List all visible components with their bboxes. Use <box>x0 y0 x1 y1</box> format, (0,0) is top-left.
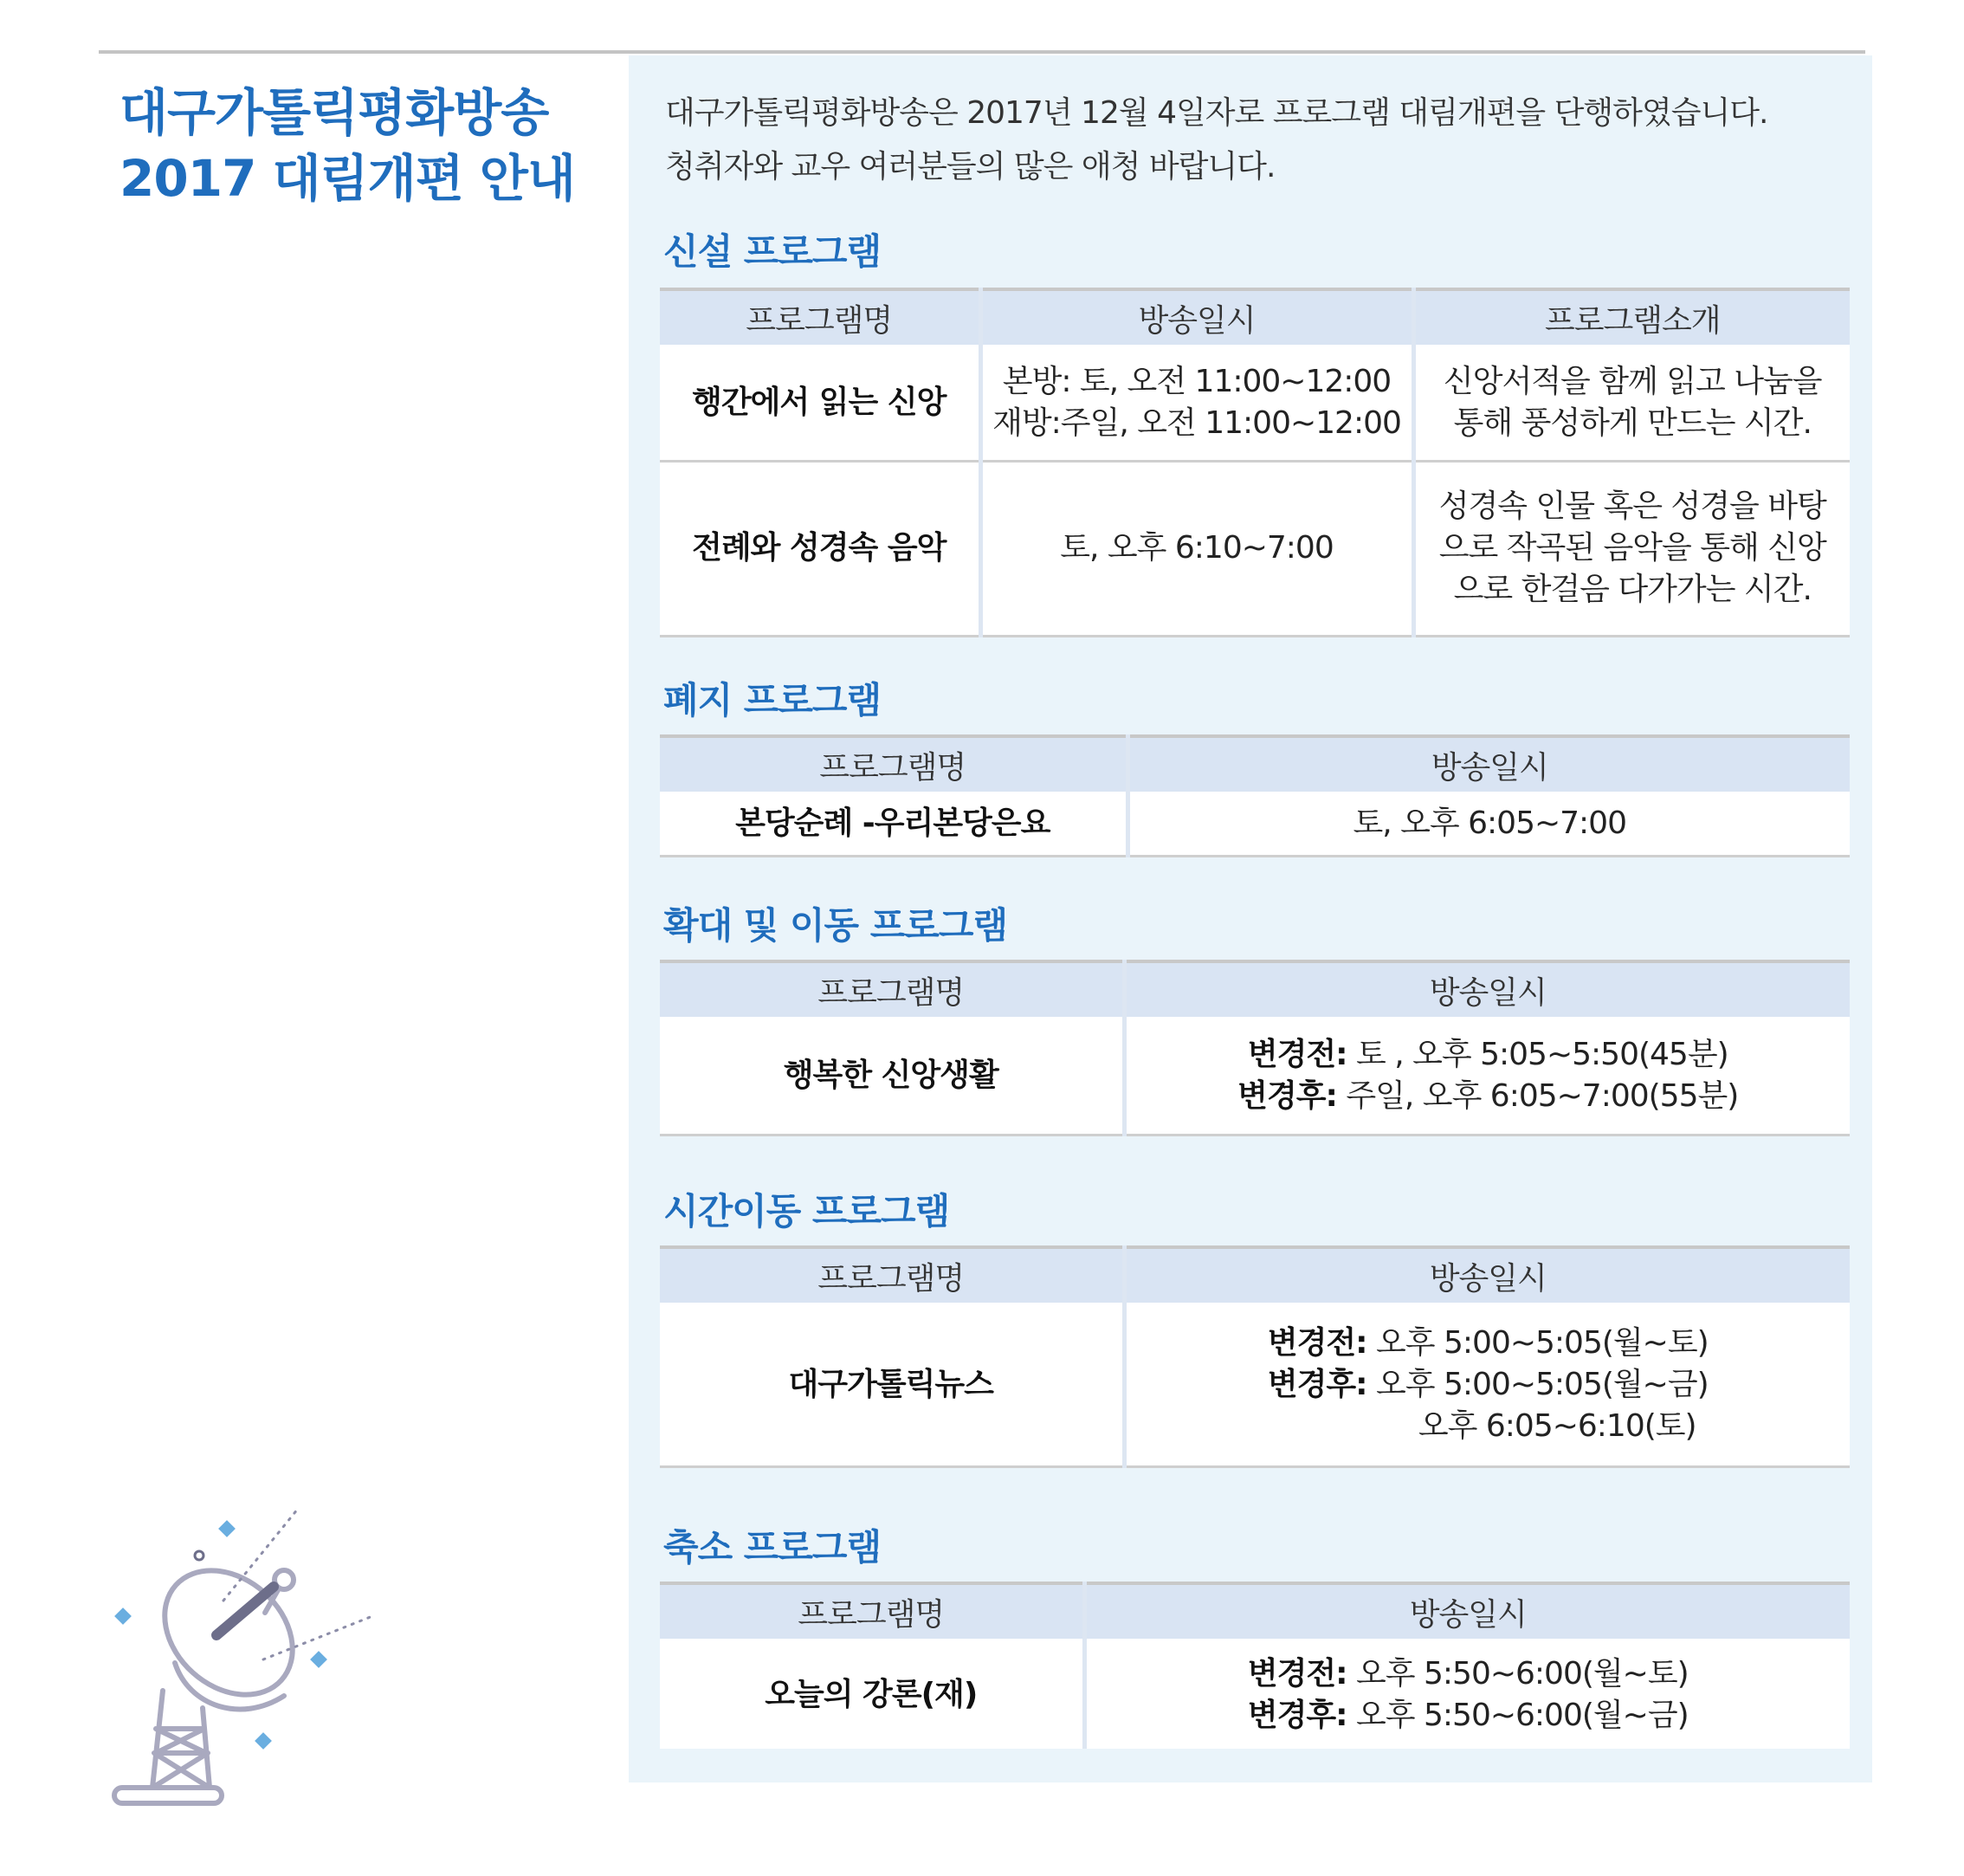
time-after-value: 오후 5:50~6:00(월~금) <box>1347 1697 1689 1733</box>
program-time <box>1084 1640 1850 1749</box>
table-moved-programs <box>660 1245 1850 1468</box>
time-after <box>1095 1695 1842 1737</box>
table-new-programs <box>660 288 1850 637</box>
header-program-name: 프로그램명 <box>660 736 1127 792</box>
intro-text <box>665 87 1843 194</box>
program-description-line: 통해 풍성하게 만드는 시간. <box>1453 405 1812 442</box>
header-program-name: 프로그램명 <box>660 1247 1124 1303</box>
header-broadcast-time: 방송일시 <box>1124 1247 1850 1303</box>
section-title-moved: 시간이동 프로그램 <box>663 1190 950 1232</box>
time-before-value: 오후 5:00~5:05(월~토) <box>1366 1324 1709 1361</box>
table-row <box>660 1640 1850 1749</box>
page-title <box>120 80 604 211</box>
program-time <box>980 346 1413 461</box>
satellite-dish-icon <box>102 1490 388 1810</box>
program-time-line: 토, 오후 6:10~7:00 <box>1060 530 1334 566</box>
table-row <box>660 461 1850 636</box>
label-before: 변경전: <box>1247 1655 1347 1692</box>
label-before: 변경전: <box>1267 1324 1367 1361</box>
program-name: 대구가톨릭뉴스 <box>660 1303 1124 1466</box>
header-broadcast-time: 방송일시 <box>1084 1583 1850 1640</box>
time-after-value: 오후 5:00~5:05(월~금) <box>1366 1366 1709 1402</box>
section-title-expanded: 확대 및 이동 프로그램 <box>663 904 1008 947</box>
header-broadcast-time: 방송일시 <box>1124 961 1850 1018</box>
intro-line1: 대구가톨릭평화방송은 2017년 12월 4일자로 프로그램 대림개편을 단행하였습니다. <box>665 95 1768 131</box>
page-title-line2: 2017 대림개편 안내 <box>120 149 575 208</box>
time-before <box>1095 1653 1842 1695</box>
table-row <box>660 346 1850 461</box>
header-program-name: 프로그램명 <box>660 289 980 346</box>
program-description <box>1413 346 1850 461</box>
program-time <box>1124 1303 1850 1466</box>
program-description-line: 신앙서적을 함께 읽고 나눔을 <box>1443 364 1822 400</box>
program-description-line: 성경속 인물 혹은 성경을 바탕 <box>1438 488 1826 524</box>
label-after: 변경후: <box>1247 1697 1347 1733</box>
table-expanded-programs <box>660 960 1850 1136</box>
program-description-line: 으로 한걸음 다가가는 시간. <box>1453 572 1812 607</box>
header-program-name: 프로그램명 <box>660 961 1124 1018</box>
table-closed-programs <box>660 734 1850 857</box>
section-title-reduced: 축소 프로그램 <box>663 1526 882 1569</box>
program-name: 전례와 성경속 음악 <box>660 461 980 636</box>
table-reduced-programs <box>660 1582 1850 1749</box>
program-name: 본당순례 -우리본당은요 <box>660 792 1127 856</box>
program-time <box>1124 1018 1850 1135</box>
program-time <box>980 461 1413 636</box>
section-title-new: 신설 프로그램 <box>663 230 882 273</box>
section-title-closed: 폐지 프로그램 <box>663 679 882 721</box>
time-before-value: 토 , 오후 5:05~5:50(45분) <box>1347 1037 1728 1073</box>
table-row <box>660 1303 1850 1466</box>
intro-line2: 청취자와 교우 여러분들의 많은 애청 바랍니다. <box>665 149 1276 184</box>
program-time-line: 본방: 토, 오전 11:00~12:00 <box>1002 364 1392 400</box>
program-name: 행복한 신앙생활 <box>660 1018 1124 1135</box>
program-name: 오늘의 강론(재) <box>660 1640 1084 1749</box>
header-program-name: 프로그램명 <box>660 1583 1084 1640</box>
program-description-line: 으로 작곡된 음악을 통해 신앙 <box>1438 530 1826 566</box>
program-description <box>1413 461 1850 636</box>
header-program-intro: 프로그램소개 <box>1413 289 1850 346</box>
table-row <box>660 1018 1850 1135</box>
header-broadcast-time: 방송일시 <box>1127 736 1850 792</box>
table-header-row <box>660 961 1850 1018</box>
time-after <box>1135 1076 1842 1117</box>
label-after: 변경후: <box>1237 1078 1337 1115</box>
time-before <box>1135 1323 1842 1364</box>
time-after-extra: 오후 6:05~6:10(토) <box>1418 1407 1696 1444</box>
top-divider <box>99 50 1865 54</box>
table-header-row <box>660 1247 1850 1303</box>
page-title-line1: 대구가톨릭평화방송 <box>120 83 549 142</box>
table-row <box>660 792 1850 856</box>
table-header-row <box>660 289 1850 346</box>
program-time-line: 재방:주일, 오전 11:00~12:00 <box>992 405 1401 442</box>
table-header-row <box>660 1583 1850 1640</box>
label-after: 변경후: <box>1267 1366 1367 1402</box>
time-before-value: 오후 5:50~6:00(월~토) <box>1347 1655 1689 1692</box>
table-header-row <box>660 736 1850 792</box>
program-name: 행간에서 읽는 신앙 <box>660 346 980 461</box>
time-before <box>1135 1034 1842 1076</box>
program-time: 토, 오후 6:05~7:00 <box>1127 792 1850 856</box>
time-after-value: 주일, 오후 6:05~7:00(55분) <box>1336 1078 1739 1115</box>
label-before: 변경전: <box>1247 1037 1347 1073</box>
header-broadcast-time: 방송일시 <box>980 289 1413 346</box>
time-after <box>1135 1364 1842 1406</box>
